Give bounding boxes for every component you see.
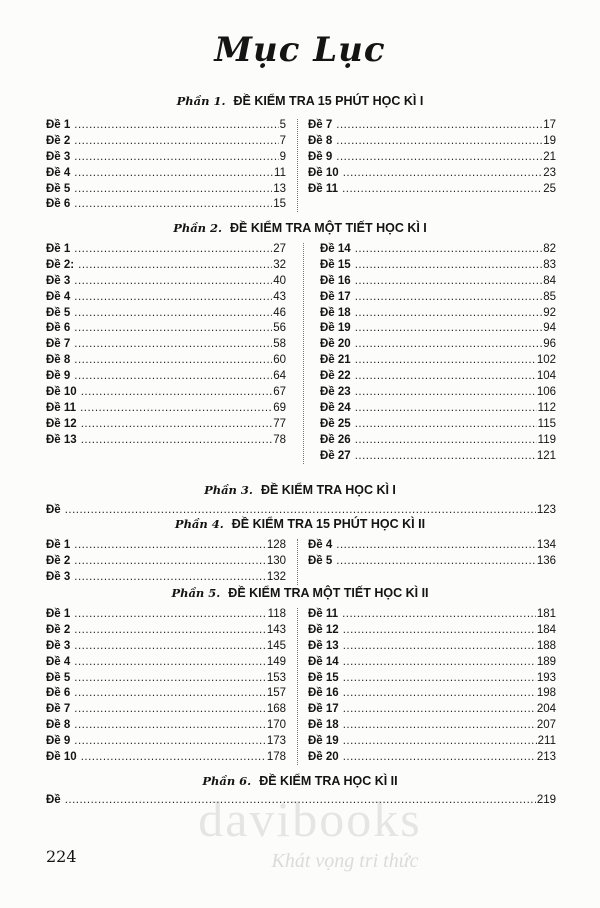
toc-entry [46,258,286,274]
toc-column [46,118,286,213]
entry-label: Đề 10 [308,166,339,179]
entry-label: Đề 19 [320,322,351,335]
entry-label: Đề 9 [46,735,71,748]
entry-label: Đề 1 [46,243,71,255]
entry-label: Đề 1 [46,608,71,620]
dot-leader [74,570,266,586]
entry-label: Đề 20 [320,338,351,351]
entry-page-number: 23 [543,166,556,179]
dot-leader [343,655,536,671]
dot-leader [355,353,536,369]
entry-page-number: 58 [273,338,286,351]
entry-label: Đề 5 [46,306,71,319]
toc-entry [46,655,286,671]
entry-label: Đề 13 [308,639,339,652]
section-heading [0,94,600,108]
toc-entry [46,554,286,570]
entry-page-number: 149 [266,655,286,668]
dot-leader [336,538,536,554]
dot-leader [355,449,536,465]
entry-label: Đề 2 [46,623,71,636]
toc-column [320,242,556,464]
entry-page-number: 219 [536,794,556,806]
entry-page-number: 136 [536,554,556,567]
entry-label: Đề 24 [320,401,351,414]
entry-label: Đề 5 [46,182,71,195]
column-separator [303,243,304,464]
entry-label: Đề 3 [46,150,71,163]
toc-entry [320,353,556,369]
entry-page-number: 204 [536,703,556,716]
entry-page-number: 128 [266,539,286,551]
dot-leader [336,118,542,134]
dot-leader [355,274,543,290]
entry-label: Đề 14 [308,655,339,668]
dot-leader [355,290,543,306]
entry-label: Đề 8 [308,134,333,147]
entry-label: Đề 12 [46,417,77,430]
dot-leader [74,150,278,166]
toc-entry [46,639,286,655]
dot-leader [343,702,536,718]
entry-page-number: 211 [537,735,556,748]
entry-label: Đề 17 [320,290,351,303]
entry-page-number: 115 [537,417,556,430]
toc-entry [320,337,556,353]
entry-page-number: 143 [266,623,286,636]
watermark-brand: davibooks [198,791,422,847]
dot-leader [343,750,536,766]
dot-leader [74,702,266,718]
entry-label: Đề 17 [308,703,339,716]
toc-entry [46,134,286,150]
entry-page-number: 5 [279,119,286,131]
toc-entry [308,686,556,702]
dot-leader [355,417,537,433]
entry-page-number: 27 [273,243,286,255]
dot-leader [336,554,536,570]
toc-entry [46,686,286,702]
toc-entry [46,750,286,766]
dot-leader [78,258,272,274]
entry-page-number: 64 [273,370,286,383]
dot-leader [74,290,272,306]
dot-leader [343,734,537,750]
toc-column [46,242,286,449]
entry-label: Đề 6 [46,687,71,700]
toc-entry [308,554,556,570]
part-label: Phần 6. [202,774,252,788]
toc-entry [308,118,556,134]
column-separator [297,608,298,765]
dot-leader [343,718,536,734]
toc-entry [320,274,556,290]
entry-label: Đề 26 [320,433,351,446]
entry-page-number: 7 [279,134,286,147]
entry-label: Đề 15 [308,671,339,684]
toc-entry [308,734,556,750]
toc-entry [46,197,286,213]
toc-entry [308,623,556,639]
toc-entry [320,242,556,258]
entry-label: Đề [46,794,61,806]
dot-leader [343,671,536,687]
entry-page-number: 207 [536,719,556,732]
section-heading [0,586,600,600]
dot-leader [74,655,266,671]
dot-leader [74,337,272,353]
toc-entry [320,258,556,274]
entry-page-number: 9 [279,150,286,163]
toc-entry [46,290,286,306]
dot-leader [343,166,543,182]
toc-entry [46,166,286,182]
entry-page-number: 60 [273,354,286,367]
dot-leader [74,182,272,198]
entry-page-number: 17 [543,119,556,131]
entry-label: Đề 2: [46,258,75,271]
entry-label: Đề 18 [320,306,351,319]
entry-label: Đề 3 [46,639,71,652]
entry-page-number: 198 [536,687,556,700]
dot-leader [74,686,266,702]
entry-label: Đề 23 [320,386,351,399]
dot-leader [342,607,536,623]
dot-leader [74,166,273,182]
entry-page-number: 11 [274,166,286,179]
toc-entry [320,306,556,322]
dot-leader [74,718,266,734]
dot-leader [355,433,537,449]
part-label: Phần 5. [171,586,221,600]
entry-page-number: 19 [543,134,556,147]
toc-entry [46,306,286,322]
toc-entry [308,538,556,554]
toc-column [308,118,556,197]
dot-leader [355,306,543,322]
toc-entry [308,671,556,687]
entry-page-number: 170 [266,719,286,732]
toc-entry [46,607,286,623]
column-separator [297,119,298,212]
dot-leader [81,433,273,449]
toc-entry [320,321,556,337]
dot-leader [74,274,272,290]
dot-leader [74,554,266,570]
entry-page-number: 106 [536,386,556,399]
entry-page-number: 83 [543,258,556,271]
entry-label: Đề 2 [46,554,71,567]
entry-label: Đề 5 [308,554,333,567]
entry-label: Đề 11 [308,608,339,620]
dot-leader [343,686,536,702]
entry-page-number: 25 [543,182,556,195]
toc-entry [46,718,286,734]
toc-entry [46,417,286,433]
entry-label: Đề 7 [46,338,71,351]
entry-page-number: 189 [536,655,556,668]
entry-page-number: 118 [267,608,286,620]
entry-page-number: 46 [273,306,286,319]
toc-entry [308,750,556,766]
entry-page-number: 104 [536,370,556,383]
toc-entry [46,242,286,258]
entry-page-number: 134 [536,539,556,551]
entry-label: Đề 4 [308,539,333,551]
entry-label: Đề 19 [308,735,339,748]
entry-label: Đề 1 [46,539,71,551]
toc-entry [46,118,286,134]
dot-leader [74,538,266,554]
entry-page-number: 78 [273,433,286,446]
column-separator [297,539,298,585]
dot-leader [74,623,266,639]
toc-entry [46,321,286,337]
part-label: Phần 3. [204,483,253,497]
section-heading [0,774,600,788]
entry-label: Đề 9 [308,150,333,163]
entry-label: Đề 16 [308,687,339,700]
entry-page-number: 181 [536,608,556,620]
entry-page-number: 132 [266,570,286,583]
part-label: Phần 2. [173,221,223,235]
entry-label: Đề 9 [46,370,71,383]
toc-entry [46,570,286,586]
entry-label: Đề 21 [320,354,351,367]
toc-entry [46,538,286,554]
entry-page-number: 193 [536,671,556,684]
entry-label: Đề 6 [46,322,71,335]
toc-entry [308,639,556,655]
entry-page-number: 157 [266,687,286,700]
toc-entry [46,385,286,401]
entry-label: Đề 4 [46,655,71,668]
entry-page-number: 67 [273,386,286,399]
entry-page-number: 15 [273,198,286,211]
dot-leader [74,369,272,385]
entry-page-number: 82 [543,243,556,255]
entry-page-number: 145 [266,639,286,652]
entry-label: Đề 11 [308,182,339,195]
toc-entry [320,290,556,306]
entry-label: Đề 27 [320,449,351,462]
entry-page-number: 77 [273,417,286,430]
dot-leader [343,639,536,655]
entry-page-number: 102 [536,354,556,367]
entry-label: Đề 18 [308,719,339,732]
dot-leader [74,671,266,687]
toc-entry [46,671,286,687]
toc-column [46,538,286,586]
dot-leader [355,385,536,401]
part-title: ĐỀ KIỂM TRA 15 PHÚT HỌC KÌ II [231,517,426,531]
entry-label: Đề 8 [46,719,71,732]
toc-entry [46,274,286,290]
entry-page-number: 119 [537,433,556,446]
entry-label: Đề 14 [320,243,351,255]
entry-page-number: 173 [266,735,286,748]
entry-page-number: 85 [543,290,556,303]
page-title: Mục Lục [214,30,386,70]
toc-entry [308,655,556,671]
part-title: ĐỀ KIỂM TRA MỘT TIẾT HỌC KÌ II [228,586,429,600]
dot-leader [355,369,536,385]
toc-entry [46,623,286,639]
entry-page-number: 123 [536,504,556,516]
toc-column [308,538,556,570]
entry-label: Đề 2 [46,134,71,147]
entry-page-number: 40 [273,274,286,287]
entry-label: Đề 1 [46,119,71,131]
entry-page-number: 69 [273,401,286,414]
entry-page-number: 130 [266,554,286,567]
dot-leader [80,401,272,417]
entry-label: Đề 6 [46,198,71,211]
toc-entry [308,718,556,734]
entry-page-number: 92 [543,306,556,319]
dot-leader [74,639,266,655]
entry-label: Đề 4 [46,290,71,303]
page-number: 224 [46,847,77,866]
toc-entry [320,417,556,433]
entry-label: Đề 25 [320,417,351,430]
dot-leader [74,118,278,134]
dot-leader [343,623,536,639]
entry-label: Đề 13 [46,433,77,446]
toc-entry [46,433,286,449]
entry-page-number: 168 [266,703,286,716]
toc-entry [308,134,556,150]
entry-page-number: 56 [273,322,286,335]
toc-entry [46,369,286,385]
dot-leader [74,242,272,258]
toc-entry [320,385,556,401]
toc-entry [46,337,286,353]
entry-page-number: 96 [543,338,556,351]
dot-leader [74,607,266,623]
dot-leader [81,385,273,401]
entry-label: Đề 5 [46,671,71,684]
dot-leader [355,401,537,417]
dot-leader [74,134,278,150]
part-label: Phần 4. [174,517,224,531]
toc-entry [308,150,556,166]
dot-leader [74,321,272,337]
entry-page-number: 178 [266,751,286,764]
dot-leader [74,734,266,750]
entry-page-number: 13 [273,182,286,195]
dot-leader [355,242,543,258]
part-label: Phần 1. [176,94,226,108]
entry-page-number: 121 [536,449,556,462]
entry-label: Đề 22 [320,370,351,383]
toc-entry [46,182,286,198]
dot-leader [342,182,542,198]
dot-leader [74,353,272,369]
entry-label: Đề 10 [46,751,77,764]
section-heading [0,221,600,235]
section-heading [0,483,600,497]
entry-page-number: 184 [536,623,556,636]
entry-page-number: 213 [536,751,556,764]
entry-label: Đề 15 [320,258,351,271]
entry-label: Đề 20 [308,751,339,764]
entry-label: Đề 16 [320,274,351,287]
toc-entry [46,150,286,166]
toc-column [46,607,286,766]
entry-label: Đề 12 [308,623,339,636]
dot-leader [355,321,543,337]
entry-label: Đề 11 [46,401,77,414]
watermark-tagline: Khát vọng tri thức [271,850,419,872]
entry-label: Đề 3 [46,570,71,583]
toc-entry [46,401,286,417]
dot-leader [336,150,542,166]
entry-label: Đề 7 [46,703,71,716]
dot-leader [355,337,543,353]
toc-column [308,607,556,766]
entry-label: Đề 4 [46,166,71,179]
entry-label: Đề 3 [46,274,71,287]
entry-page-number: 112 [537,401,556,414]
entry-label: Đề 7 [308,119,333,131]
toc-entry [320,369,556,385]
entry-label: Đề 8 [46,354,71,367]
entry-page-number: 188 [536,639,556,652]
toc-entry [320,449,556,465]
part-title: ĐỀ KIỂM TRA HỌC KÌ I [260,483,396,497]
toc-entry [308,702,556,718]
entry-page-number: 43 [273,290,286,303]
toc-entry [46,734,286,750]
entry-page-number: 94 [543,322,556,335]
entry-page-number: 84 [543,274,556,287]
entry-page-number: 21 [543,150,556,163]
dot-leader [336,134,542,150]
toc-entry [46,702,286,718]
dot-leader [81,417,273,433]
toc-entry [308,166,556,182]
toc-entry [320,433,556,449]
part-title: ĐỀ KIỂM TRA HỌC KÌ II [259,774,398,788]
part-title: ĐỀ KIỂM TRA MỘT TIẾT HỌC KÌ I [230,221,427,235]
dot-leader [74,306,272,322]
entry-page-number: 32 [273,258,286,271]
part-title: ĐỀ KIỂM TRA 15 PHÚT HỌC KÌ I [233,94,424,108]
section-heading [0,517,600,531]
toc-entry [320,401,556,417]
dot-leader [81,750,266,766]
toc-entry [308,182,556,198]
dot-leader [355,258,543,274]
toc-entry [46,353,286,369]
entry-label: Đề 10 [46,386,77,399]
entry-page-number: 153 [266,671,286,684]
dot-leader [74,197,272,213]
entry-label: Đề [46,504,61,516]
toc-entry [308,607,556,623]
